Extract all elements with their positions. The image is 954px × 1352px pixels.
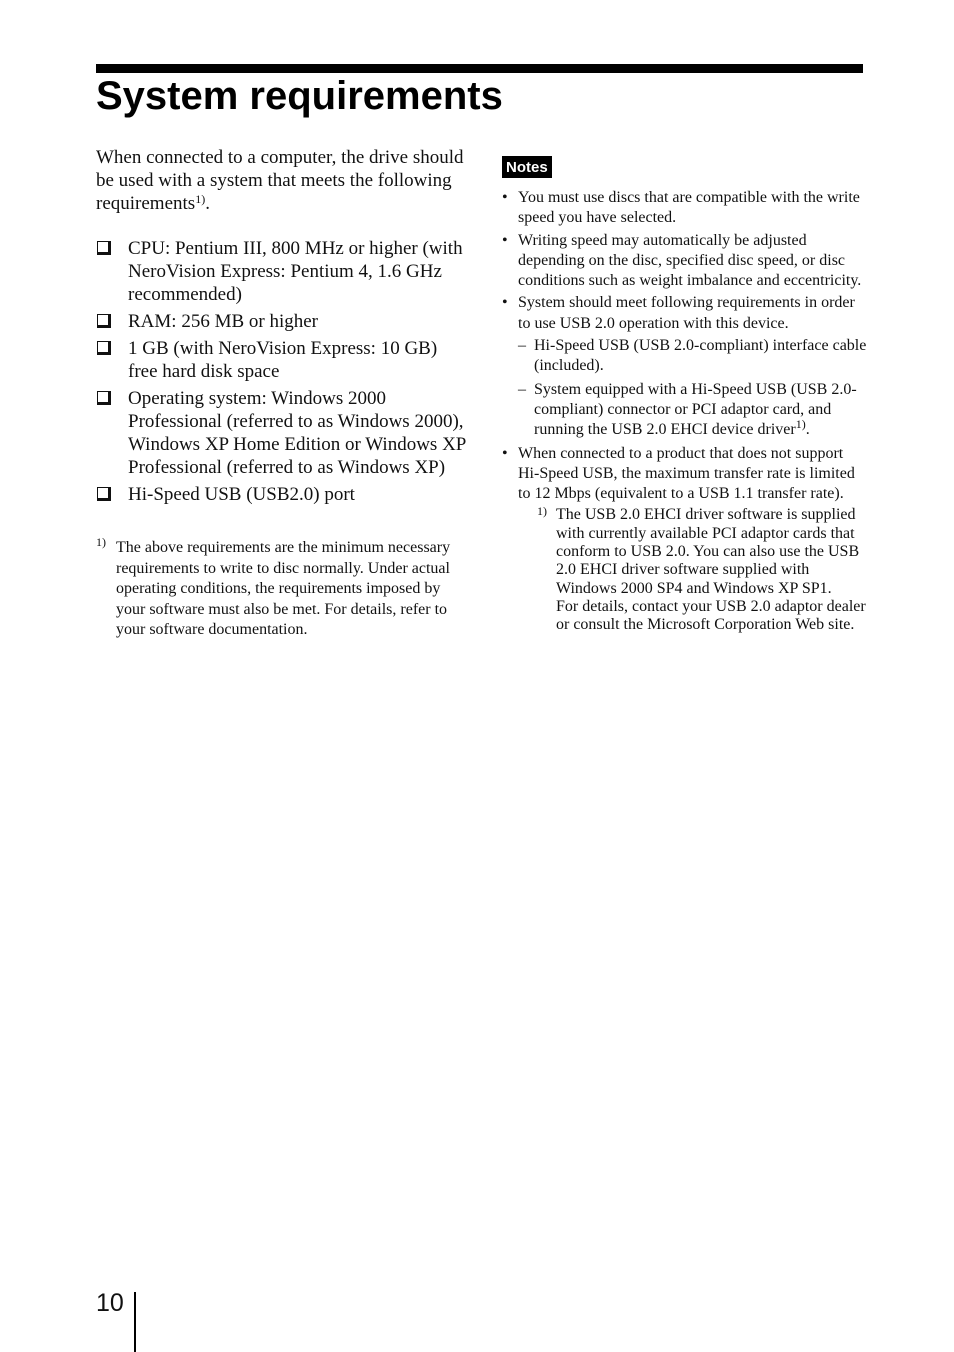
- notes-footnote: [537, 506, 868, 634]
- footnote-text: The above requirements are the minimum necessary requirements to write to disc normally. Under actual operating conditions, the requirements imposed by your software must also be met. For details, refer to your software documentation.: [116, 539, 451, 638]
- requirement-text: Hi-Speed USB (USB2.0) port: [128, 484, 355, 505]
- checkbox-icon: [97, 341, 111, 355]
- page-title: System requirements: [96, 74, 503, 118]
- left-column: [96, 146, 466, 641]
- note-item: [502, 293, 868, 440]
- bullet-icon: •: [502, 444, 508, 462]
- note-text: Writing speed may automatically be adjusted depending on the disc, specified disc speed, or disc conditions such as weight imbalance and eccentricity.: [518, 231, 862, 290]
- notes-column: [502, 156, 868, 635]
- bullet-icon: •: [502, 231, 508, 249]
- bullet-icon: •: [502, 294, 508, 312]
- requirement-item: [96, 237, 466, 306]
- footnote-ref: 1): [795, 417, 806, 432]
- requirement-text: Operating system: Windows 2000 Professional (referred to as Windows 2000), Windows XP Home Edition or Windows XP Professional (referred to as Windows XP): [128, 388, 466, 478]
- checkbox-icon: [97, 314, 111, 328]
- note-item: [502, 188, 868, 229]
- requirement-item: [96, 483, 466, 506]
- note-item: [502, 444, 868, 505]
- note-subitem-text: Hi-Speed USB (USB 2.0-compliant) interface cable (included).: [534, 337, 867, 375]
- dash-icon: –: [518, 337, 526, 355]
- requirement-text: RAM: 256 MB or higher: [128, 311, 318, 332]
- requirement-item: [96, 310, 466, 333]
- notes-list: [502, 188, 868, 504]
- bullet-icon: •: [502, 189, 508, 206]
- intro-text: When connected to a computer, the drive should be used with a system that meets the following requirements: [96, 147, 464, 214]
- requirement-item: [96, 387, 466, 479]
- checkbox-icon: [97, 391, 111, 405]
- footnote: [96, 535, 466, 641]
- note-subitem-end: .: [805, 421, 810, 439]
- footnote-mark: 1): [537, 504, 547, 519]
- footnote-ref: 1): [195, 192, 206, 206]
- note-text: You must use discs that are compatible with the write speed you have selected.: [518, 189, 860, 227]
- page-number-rule: [134, 1292, 136, 1352]
- footnote-mark: 1): [96, 535, 106, 549]
- notes-badge: Notes: [502, 156, 552, 178]
- requirement-text: CPU: Pentium III, 800 MHz or higher (with NeroVision Express: Pentium 4, 1.6 GHz recommended): [128, 238, 463, 305]
- note-subitem: [518, 380, 868, 441]
- checkbox-icon: [97, 487, 111, 501]
- page-number: 10: [96, 1289, 124, 1317]
- note-text: When connected to a product that does not support Hi-Speed USB, the maximum transfer rate is limited to 12 Mbps (equivalent to a USB 1.1 transfer rate).: [518, 444, 855, 503]
- note-subitem: [518, 336, 868, 377]
- note-sublist: [518, 336, 868, 440]
- requirement-item: [96, 337, 466, 383]
- requirements-list: [96, 237, 466, 506]
- note-item: [502, 231, 868, 292]
- checkbox-icon: [97, 241, 111, 255]
- note-text: System should meet following requirements in order to use USB 2.0 operation with this device.: [518, 294, 855, 332]
- dash-icon: –: [518, 380, 526, 398]
- intro-paragraph: [96, 146, 466, 215]
- intro-end: .: [205, 193, 210, 214]
- requirement-text: 1 GB (with NeroVision Express: 10 GB) free hard disk space: [128, 338, 438, 382]
- notes-footnote-details: For details, contact your USB 2.0 adaptor dealer or consult the Microsoft Corporation Web site.: [556, 597, 866, 634]
- notes-footnote-text: The USB 2.0 EHCI driver software is supplied with currently available PCI adaptor cards that conform to USB 2.0. You can also use the USB 2.0 EHCI driver software supplied with Windows 2000 SP4 and Windows XP SP1.: [556, 506, 860, 597]
- note-subitem-text: System equipped with a Hi-Speed USB (USB 2.0-compliant) connector or PCI adaptor card, and running the USB 2.0 EHCI device driver: [534, 380, 857, 439]
